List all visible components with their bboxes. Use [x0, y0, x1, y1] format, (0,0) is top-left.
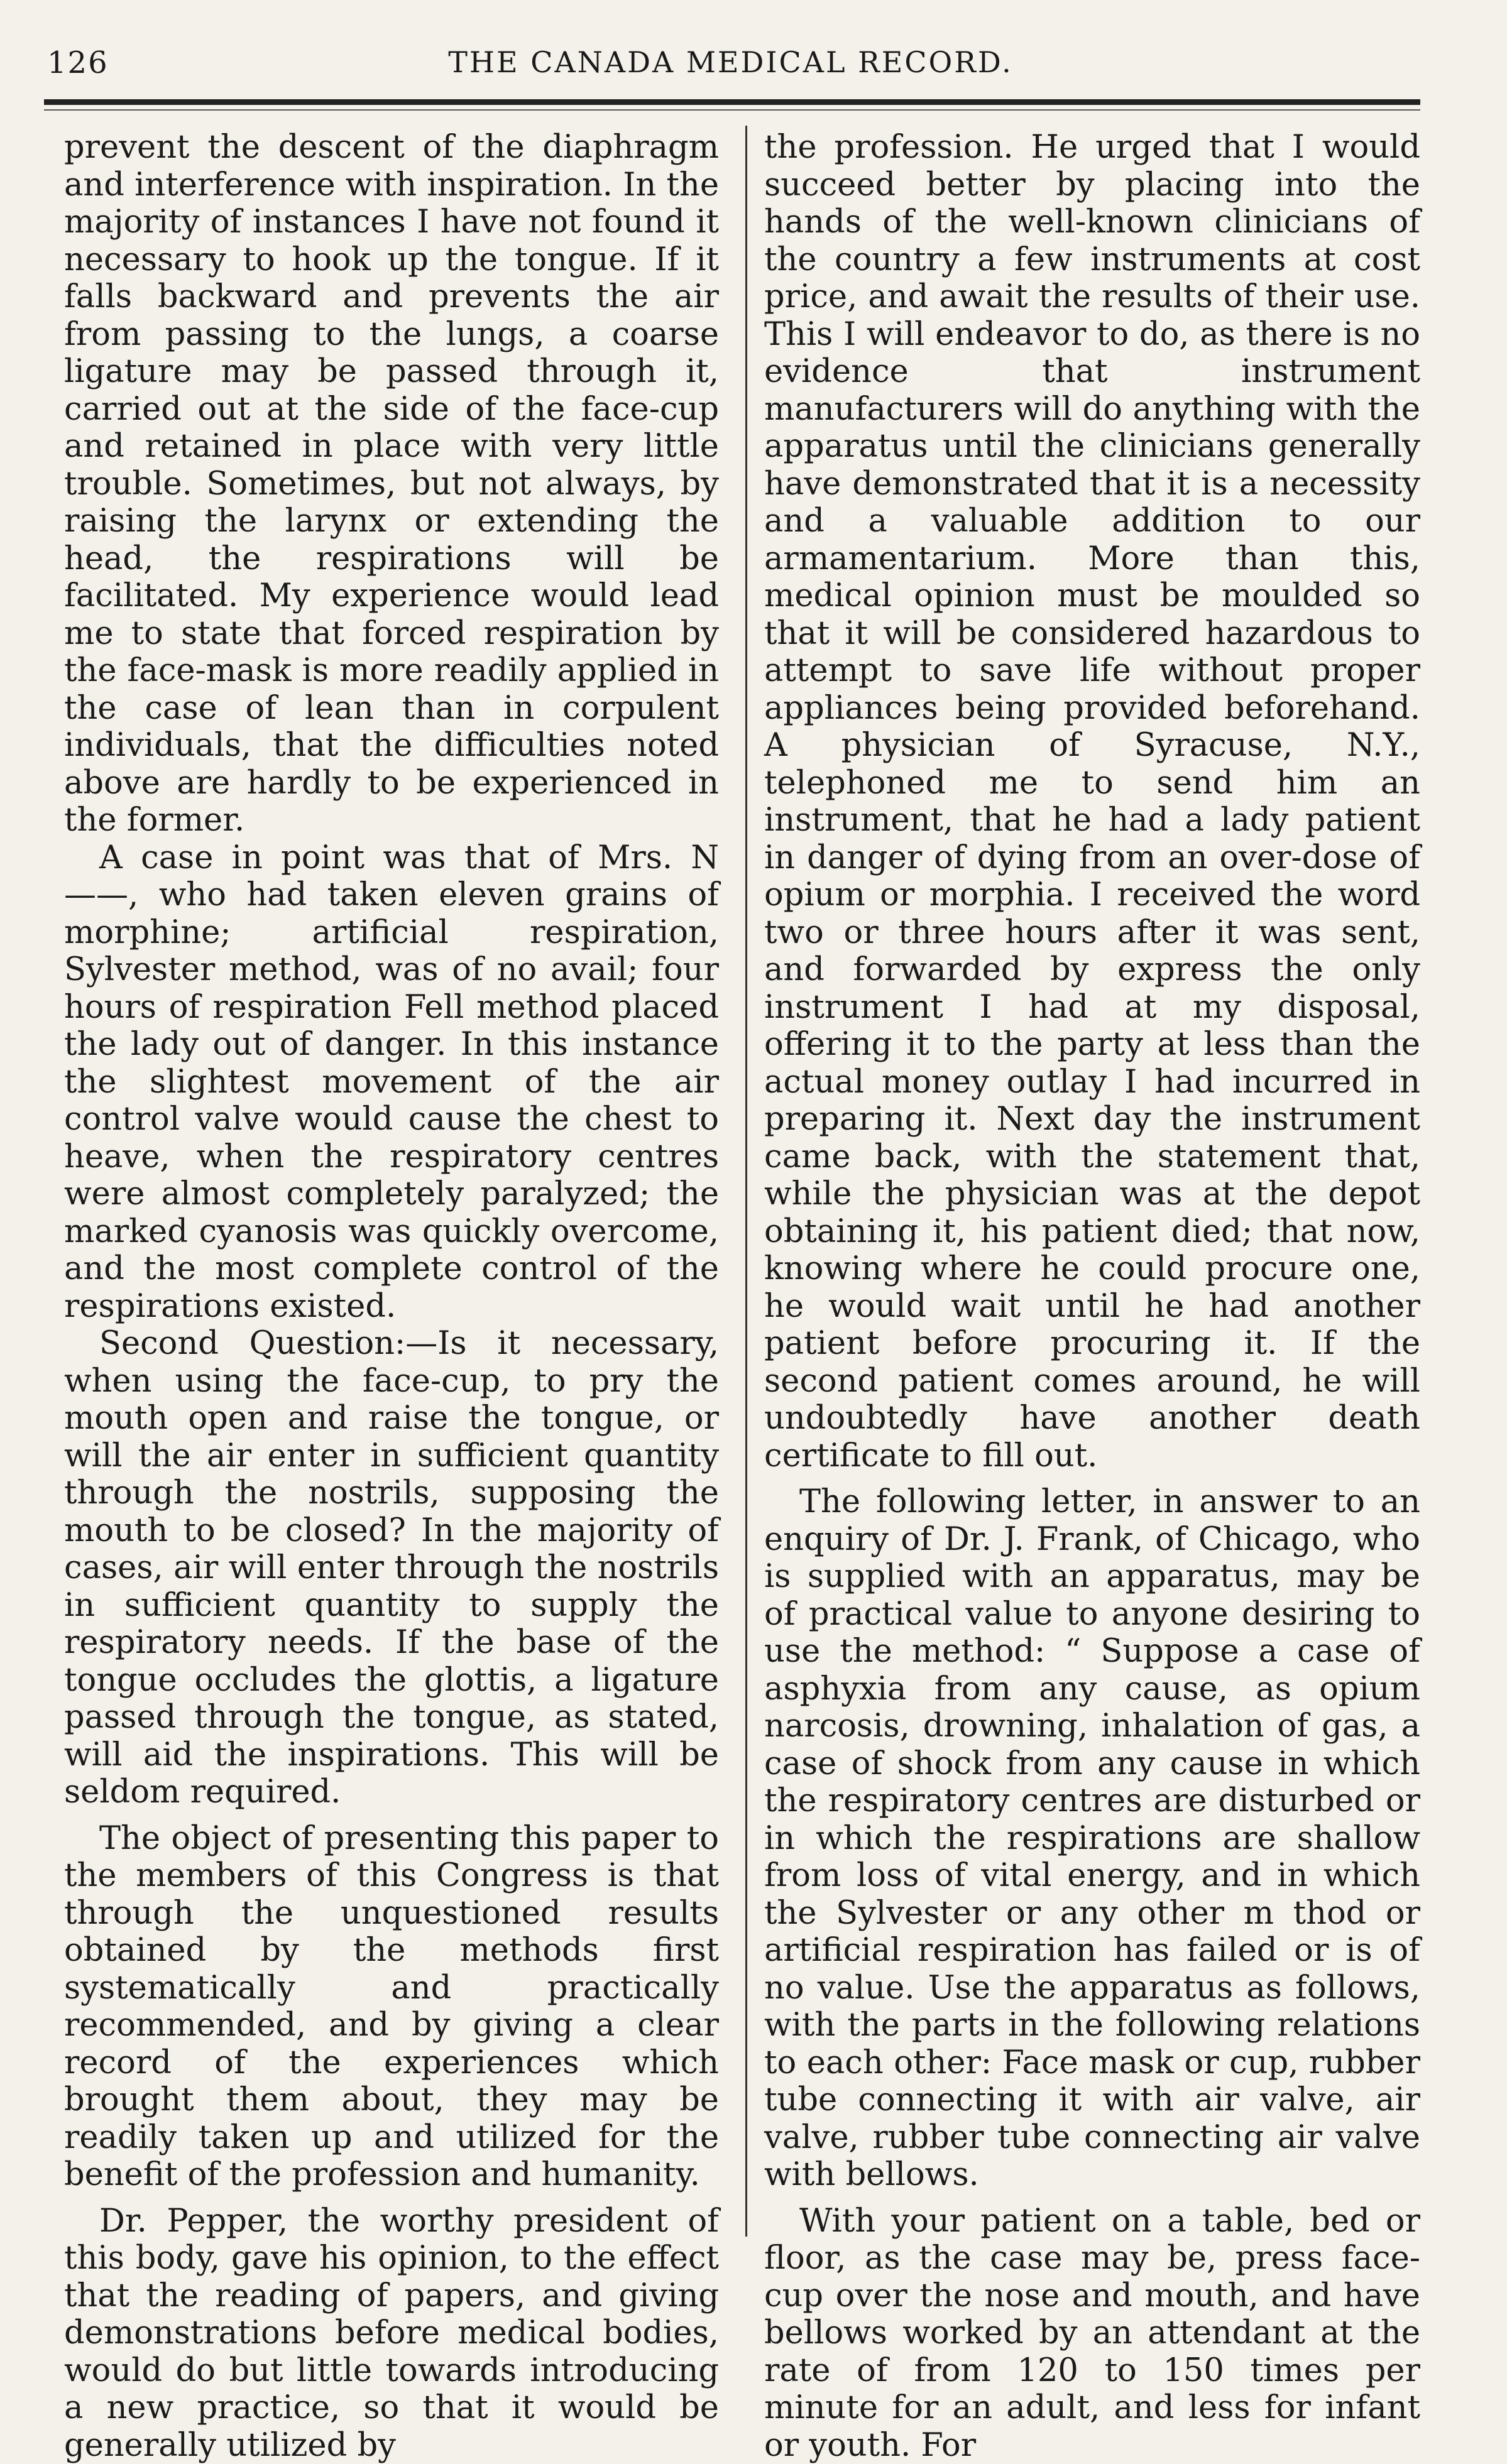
paragraph: prevent the descent of the diaphragm and interference with inspiration. In the majority of instances I have not found it necessary to hook up the tongue. If it falls backward and prevents the air from passing to the lungs, a coarse ligature may be passed through it, carried out at the side of the face-cup and retained in place with very little trouble. Sometimes, but not always, by raising the larynx or extending the head, the respirations will be facilitated. My experience would lead me to state that forced respiration by the face-mask is more readily applied in the case of lean than in corpulent individuals, that the difficulties noted above are hardly to be experienced in the former. [64, 129, 719, 839]
paragraph: With your patient on a table, bed or floor, as the case may be, press face-cup over the nose and mouth, and have bellows worked by an attendant at the rate of from 120 to 150 times per minute for an adult, and less for infant or youth. For [764, 2203, 1420, 2464]
paragraph: A case in point was that of Mrs. N——, who had taken eleven grains of morphine; artificial respiration, Sylvester method, was of no avail; four hours of respiration Fell method placed the lady out of danger. In this instance the slightest movement of the air control valve would cause the chest to heave, when the respiratory centres were almost completely paralyzed; the marked cyanosis was quickly overcome, and the most complete control of the respirations existed. [64, 839, 719, 1326]
paragraph: The following letter, in answer to an enquiry of Dr. J. Frank, of Chicago, who is supplied with an apparatus, may be of practical value to anyone desiring to use the method: “ Suppose a case of asphyxia from any cause, as opium narcosis, drowning, inhalation of gas, a case of shock from any cause in which the respiratory centres are disturbed or in which the respirations are shallow from loss of vital energy, and in which the Sylvester or any other m thod or artificial respiration has failed or is of no value. Use the apparatus as follows, with the parts in the following relations to each other: Face mask or cup, rubber tube connecting it with air valve, air valve, rubber tube connecting air valve with bellows. [764, 1483, 1420, 2194]
left-column [64, 129, 719, 2464]
page-number: 126 [47, 45, 109, 80]
header-rule [44, 99, 1420, 105]
right-column [764, 129, 1420, 2464]
paragraph: the profession. He urged that I would succeed better by placing into the hands of the well-known clinicians of the country a few instruments at cost price, and await the results of their use. This I will endeavor to do, as there is no evidence that instrument manufacturers will do anything with the apparatus until the clinicians generally have demonstrated that it is a necessity and a valuable addition to our armamentarium. More than this, medical opinion must be moulded so that it will be considered hazardous to attempt to save life without proper appliances being provided beforehand. A physician of Syracuse, N.Y., telephoned me to send him an instrument, that he had a lady patient in danger of dying from an over-dose of opium or morphia. I received the word two or three hours after it was sent, and forwarded by express the only instrument I had at my disposal, offering it to the party at less than the actual money outlay I had incurred in preparing it. Next day the instrument came back, with the statement that, while the physician was at the depot obtaining it, his patient died; that now, knowing where he could procure one, he would wait until he had another patient before procuring it. If the second patient comes around, he will undoubtedly have another death certificate to fill out. [764, 129, 1420, 1475]
column-divider [745, 126, 747, 2237]
paragraph: The object of presenting this paper to the members of this Congress is that through the unquestioned results obtained by the methods first systematically and practically recommended, and by giving a clear record of the experiences which brought them about, they may be readily taken up and utilized for the benefit of the profession and humanity. [64, 1820, 719, 2194]
paragraph: Second Question:—Is it necessary, when using the face-cup, to pry the mouth open and raise the tongue, or will the air enter in sufficient quantity through the nostrils, supposing the mouth to be closed? In the majority of cases, air will enter through the nostrils in sufficient quantity to supply the respiratory needs. If the base of the tongue occludes the glottis, a ligature passed through the tongue, as stated, will aid the inspirations. This will be seldom required. [64, 1325, 719, 1811]
page-header [47, 45, 1414, 89]
paragraph: Dr. Pepper, the worthy president of this body, gave his opinion, to the effect that the reading of papers, and giving demonstrations before medical bodies, would do but little towards introducing a new practice, so that it would be generally utilized by [64, 2203, 719, 2464]
header-rule-thin [44, 109, 1420, 111]
running-title: THE CANADA MEDICAL RECORD. [47, 45, 1414, 79]
